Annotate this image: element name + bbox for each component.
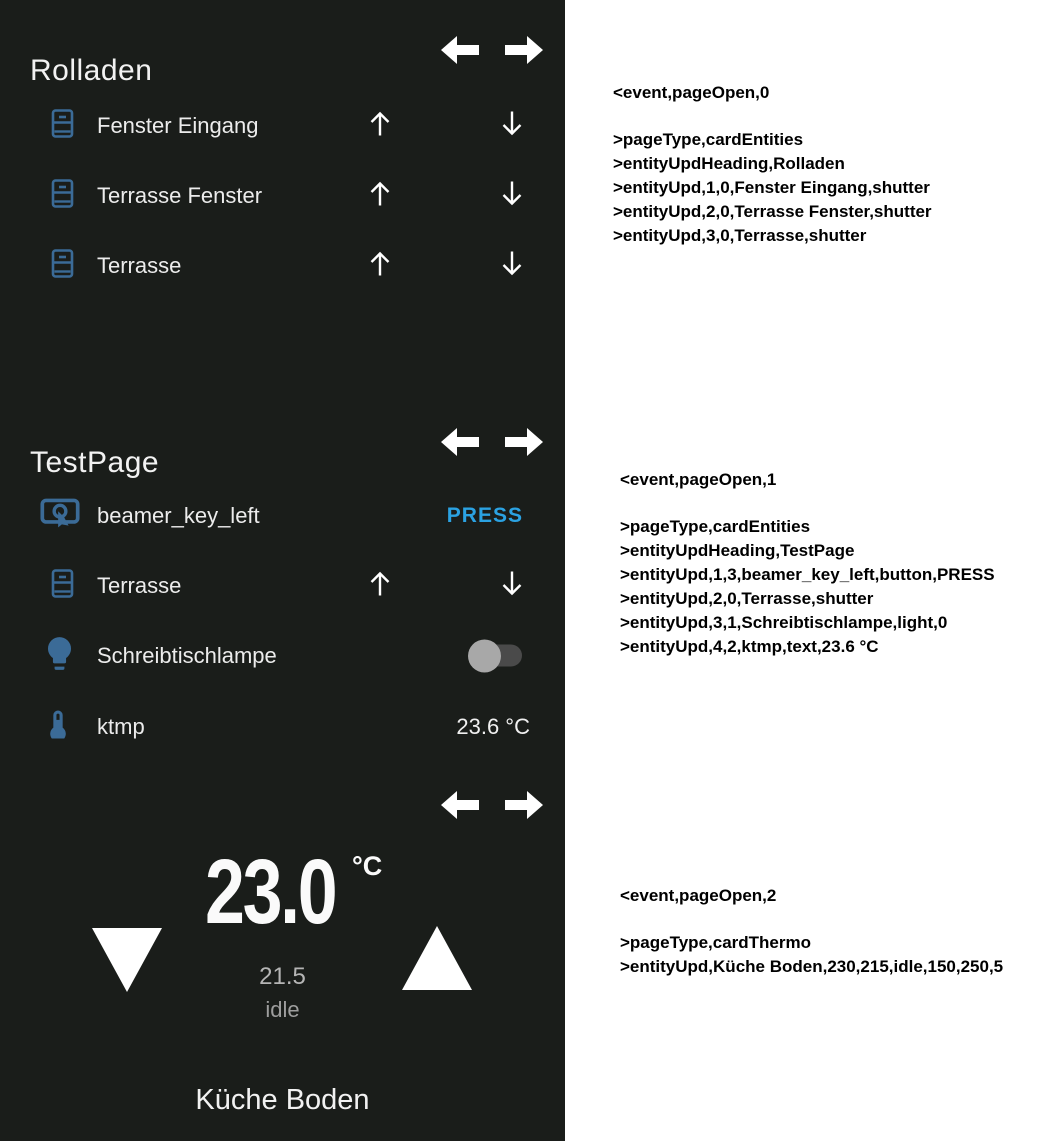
arrow-right-icon[interactable] bbox=[505, 790, 543, 820]
entity-name: ktmp bbox=[97, 714, 145, 739]
entity-name: Fenster Eingang bbox=[97, 113, 259, 138]
protocol-response-line: >pageType,cardThermo bbox=[620, 933, 811, 952]
protocol-event-line: <event,pageOpen,2 bbox=[620, 886, 777, 905]
target-temperature: 21.5 bbox=[259, 963, 306, 990]
protocol-response-line: >entityUpd,2,0,Terrasse,shutter bbox=[620, 589, 874, 608]
thermostat-title: Küche Boden bbox=[195, 1084, 370, 1116]
protocol-response-line: >pageType,cardEntities bbox=[613, 130, 804, 149]
entity-name: Terrasse bbox=[97, 253, 182, 278]
protocol-response-line: >entityUpd,4,2,ktmp,text,23.6 °C bbox=[620, 637, 879, 656]
protocol-event-line: <event,pageOpen,1 bbox=[620, 470, 777, 489]
temperature-unit: °C bbox=[352, 851, 383, 881]
page-title: TestPage bbox=[30, 446, 160, 480]
protocol-block bbox=[620, 468, 995, 659]
sensor-value: 23.6 °C bbox=[456, 714, 530, 739]
protocol-response-line: >entityUpd,3,0,Terrasse,shutter bbox=[613, 226, 867, 245]
current-temperature: 23.0 bbox=[205, 841, 336, 943]
protocol-response-line: >entityUpd,Küche Boden,230,215,idle,150,250,5 bbox=[620, 957, 1004, 976]
protocol-block bbox=[620, 884, 1003, 979]
protocol-response-line: >entityUpd,1,0,Fenster Eingang,shutter bbox=[613, 178, 930, 197]
hvac-state: idle bbox=[265, 997, 300, 1022]
entity-name: Terrasse Fenster bbox=[97, 183, 263, 208]
page-title: Rolladen bbox=[30, 54, 153, 88]
protocol-block bbox=[613, 81, 932, 248]
protocol-response-line: >entityUpd,1,3,beamer_key_left,button,PRESS bbox=[620, 565, 995, 584]
protocol-response-line: >entityUpdHeading,TestPage bbox=[620, 541, 855, 560]
entity-name: Terrasse bbox=[97, 573, 182, 598]
entity-name: Schreibtischlampe bbox=[97, 643, 277, 668]
protocol-response-line: >entityUpdHeading,Rolladen bbox=[613, 154, 845, 173]
protocol-response-line: >entityUpd,3,1,Schreibtischlampe,light,0 bbox=[620, 613, 948, 632]
entity-name: beamer_key_left bbox=[97, 503, 260, 528]
protocol-response-line: >entityUpd,2,0,Terrasse Fenster,shutter bbox=[613, 202, 932, 221]
protocol-event-line: <event,pageOpen,0 bbox=[613, 83, 770, 102]
protocol-response-line: >pageType,cardEntities bbox=[620, 517, 811, 536]
arrow-left-icon[interactable] bbox=[441, 790, 479, 820]
press-button[interactable]: PRESS bbox=[446, 504, 523, 527]
